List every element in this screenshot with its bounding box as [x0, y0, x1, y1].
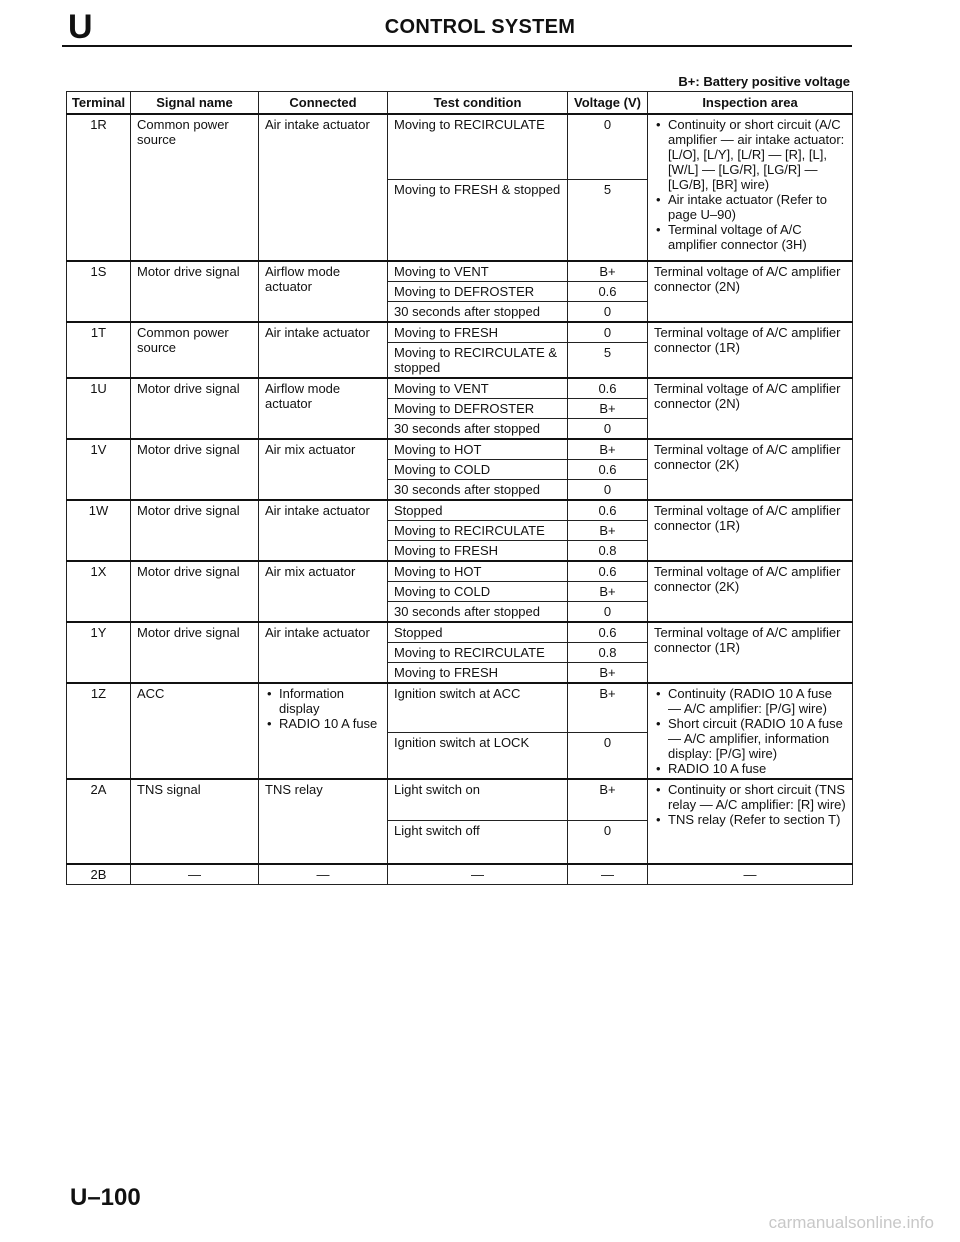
test-condition-cell: Moving to FRESH: [388, 541, 568, 562]
test-condition-cell: Moving to RECIRCULATE: [388, 521, 568, 541]
connected-cell: Airflow mode actuator: [259, 261, 388, 322]
test-condition-cell: Light switch on: [388, 779, 568, 821]
inspection-cell: Terminal voltage of A/C amplifier connector (1R): [648, 622, 853, 683]
inspection-cell: Terminal voltage of A/C amplifier connector (1R): [648, 322, 853, 378]
voltage-cell: 0.6: [568, 500, 648, 521]
signal-cell: Common power source: [131, 114, 259, 261]
voltage-cell: 0.8: [568, 643, 648, 663]
test-condition-cell: Ignition switch at ACC: [388, 683, 568, 733]
inspection-item: • Terminal voltage of A/C amplifier connector (3H): [654, 222, 846, 252]
page-title: CONTROL SYSTEM: [384, 16, 576, 38]
voltage-cell: 5: [568, 180, 648, 262]
connected-item: • RADIO 10 A fuse: [265, 716, 381, 731]
test-condition-cell: Moving to HOT: [388, 561, 568, 582]
test-condition-cell: 30 seconds after stopped: [388, 302, 568, 323]
connected-cell: Air intake actuator: [259, 114, 388, 261]
signal-cell: TNS signal: [131, 779, 259, 864]
voltage-cell: 0.6: [568, 460, 648, 480]
connected-cell: TNS relay: [259, 779, 388, 864]
connected-cell: Air mix actuator: [259, 561, 388, 622]
table-row: [67, 561, 853, 582]
voltage-cell: —: [568, 864, 648, 885]
table-row: [67, 114, 853, 180]
signal-cell: —: [131, 864, 259, 885]
signal-cell: Motor drive signal: [131, 500, 259, 561]
voltage-cell: B+: [568, 439, 648, 460]
terminal-cell: 1W: [67, 500, 131, 561]
test-condition-cell: Moving to RECIRCULATE & stopped: [388, 343, 568, 379]
terminal-cell: 1Y: [67, 622, 131, 683]
voltage-cell: 0: [568, 602, 648, 623]
table-row: [67, 261, 853, 282]
terminal-cell: 1U: [67, 378, 131, 439]
test-condition-cell: Moving to VENT: [388, 261, 568, 282]
table-row: [67, 683, 853, 733]
signal-cell: Common power source: [131, 322, 259, 378]
section-letter: U: [68, 8, 93, 46]
test-condition-cell: —: [388, 864, 568, 885]
voltage-cell: 0.6: [568, 378, 648, 399]
terminal-cell: 1X: [67, 561, 131, 622]
signal-cell: Motor drive signal: [131, 378, 259, 439]
terminal-cell: 1S: [67, 261, 131, 322]
voltage-cell: 0: [568, 733, 648, 780]
voltage-cell: B+: [568, 399, 648, 419]
test-condition-cell: Moving to DEFROSTER: [388, 282, 568, 302]
inspection-cell: [648, 779, 853, 864]
test-condition-cell: Stopped: [388, 500, 568, 521]
voltage-cell: 0: [568, 480, 648, 501]
signal-cell: Motor drive signal: [131, 261, 259, 322]
table-header-row: [67, 92, 853, 115]
inspection-cell: [648, 683, 853, 779]
voltage-cell: 0: [568, 821, 648, 865]
terminal-cell: 2B: [67, 864, 131, 885]
header-connected: Connected: [259, 92, 388, 115]
inspection-cell: Terminal voltage of A/C amplifier connector (1R): [648, 500, 853, 561]
test-condition-cell: Moving to COLD: [388, 582, 568, 602]
terminal-voltage-table: [66, 91, 853, 885]
inspection-item: • RADIO 10 A fuse: [654, 761, 846, 776]
voltage-cell: B+: [568, 663, 648, 684]
inspection-cell: —: [648, 864, 853, 885]
page-number: U–100: [70, 1184, 141, 1211]
signal-cell: ACC: [131, 683, 259, 779]
connected-cell: —: [259, 864, 388, 885]
table-row: [67, 779, 853, 821]
test-condition-cell: Moving to HOT: [388, 439, 568, 460]
header-voltage: Voltage (V): [568, 92, 648, 115]
terminal-cell: 1T: [67, 322, 131, 378]
test-condition-cell: 30 seconds after stopped: [388, 480, 568, 501]
voltage-cell: 5: [568, 343, 648, 379]
voltage-cell: 0.6: [568, 561, 648, 582]
table-row: [67, 322, 853, 343]
voltage-cell: 0: [568, 302, 648, 323]
inspection-cell: Terminal voltage of A/C amplifier connector (2N): [648, 261, 853, 322]
voltage-cell: B+: [568, 521, 648, 541]
terminal-cell: 1Z: [67, 683, 131, 779]
test-condition-cell: Stopped: [388, 622, 568, 643]
voltage-cell: 0: [568, 322, 648, 343]
test-condition-cell: Moving to FRESH: [388, 663, 568, 684]
inspection-cell: Terminal voltage of A/C amplifier connector (2N): [648, 378, 853, 439]
table-row: [67, 439, 853, 460]
voltage-cell: 0: [568, 114, 648, 180]
signal-cell: Motor drive signal: [131, 561, 259, 622]
voltage-cell: 0: [568, 419, 648, 440]
inspection-cell: Terminal voltage of A/C amplifier connector (2K): [648, 561, 853, 622]
test-condition-cell: Ignition switch at LOCK: [388, 733, 568, 780]
connected-cell: Airflow mode actuator: [259, 378, 388, 439]
connected-cell: [259, 683, 388, 779]
inspection-item: • Continuity (RADIO 10 A fuse — A/C amplifier: [P/G] wire): [654, 686, 846, 716]
test-condition-cell: Moving to DEFROSTER: [388, 399, 568, 419]
voltage-cell: 0.8: [568, 541, 648, 562]
test-condition-cell: 30 seconds after stopped: [388, 419, 568, 440]
header-inspection-area: Inspection area: [648, 92, 853, 115]
inspection-item: • Air intake actuator (Refer to page U–90): [654, 192, 846, 222]
inspection-item: • Continuity or short circuit (TNS relay — A/C amplifier: [R] wire): [654, 782, 846, 812]
connected-cell: Air intake actuator: [259, 622, 388, 683]
table-row: [67, 864, 853, 885]
voltage-cell: 0.6: [568, 282, 648, 302]
inspection-item: • TNS relay (Refer to section T): [654, 812, 846, 827]
inspection-cell: [648, 114, 853, 261]
inspection-item: • Short circuit (RADIO 10 A fuse — A/C amplifier, information display: [P/G] wire): [654, 716, 846, 761]
inspection-item: • Continuity or short circuit (A/C amplifier — air intake actuator: [L/O], [L/Y], [L/R] — [R], [L], [W/L] — [LG/R], [LG/R] — [LG/B], [BR] wire): [654, 117, 846, 192]
test-condition-cell: Moving to VENT: [388, 378, 568, 399]
voltage-cell: B+: [568, 683, 648, 733]
battery-voltage-note: B+: Battery positive voltage: [678, 74, 850, 89]
connected-cell: Air mix actuator: [259, 439, 388, 500]
table-row: [67, 622, 853, 643]
header-signal-name: Signal name: [131, 92, 259, 115]
connected-cell: Air intake actuator: [259, 500, 388, 561]
test-condition-cell: Moving to FRESH & stopped: [388, 180, 568, 262]
table-row: [67, 378, 853, 399]
test-condition-cell: 30 seconds after stopped: [388, 602, 568, 623]
terminal-cell: 1R: [67, 114, 131, 261]
table-row: [67, 500, 853, 521]
connected-item: • Information display: [265, 686, 381, 716]
terminal-cell: 1V: [67, 439, 131, 500]
test-condition-cell: Moving to COLD: [388, 460, 568, 480]
test-condition-cell: Moving to RECIRCULATE: [388, 114, 568, 180]
header-test-condition: Test condition: [388, 92, 568, 115]
voltage-cell: 0.6: [568, 622, 648, 643]
test-condition-cell: Moving to FRESH: [388, 322, 568, 343]
header-terminal: Terminal: [67, 92, 131, 115]
connected-cell: Air intake actuator: [259, 322, 388, 378]
test-condition-cell: Moving to RECIRCULATE: [388, 643, 568, 663]
inspection-cell: Terminal voltage of A/C amplifier connector (2K): [648, 439, 853, 500]
terminal-cell: 2A: [67, 779, 131, 864]
signal-cell: Motor drive signal: [131, 439, 259, 500]
voltage-cell: B+: [568, 779, 648, 821]
voltage-cell: B+: [568, 582, 648, 602]
voltage-cell: B+: [568, 261, 648, 282]
watermark: carmanualsonline.info: [768, 1213, 934, 1232]
signal-cell: Motor drive signal: [131, 622, 259, 683]
test-condition-cell: Light switch off: [388, 821, 568, 865]
header-divider: [62, 45, 852, 47]
